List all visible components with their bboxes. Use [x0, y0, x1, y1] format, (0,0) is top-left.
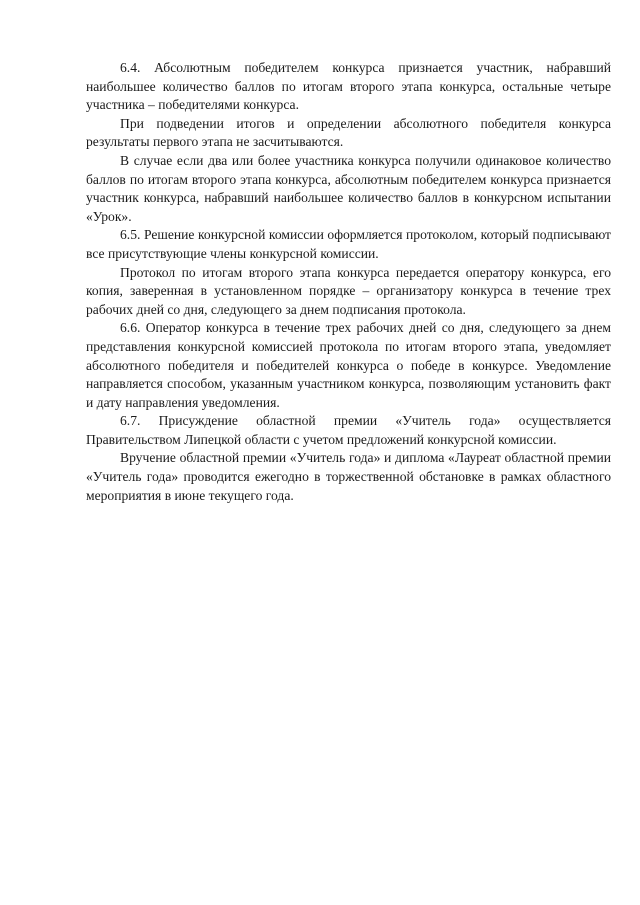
paragraph-tie-rule: В случае если два или более участника конкурса получили одинаковое количество баллов по итогам второго этапа конкурса, абсолютным победителем конкурса признается участник конкурса, набравший наибольшее количество баллов в конкурсном испытании «Урок».	[86, 152, 611, 224]
paragraph-6-6: 6.6. Оператор конкурса в течение трех рабочих дней со дня, следующего за днем представления конкурсной комиссией протокола по итогам второго этапа, уведомляет абсолютного победителя и победителей конкурса о победе в конкурсе. Уведомление направляется способом, указанным участником конкурса, позволяющим установить факт и дату направления уведомления.	[86, 320, 611, 410]
paragraph-6-5: 6.5. Решение конкурсной комиссии оформляется протоколом, который подписывают все присутствующие члены конкурсной комиссии.	[86, 227, 611, 261]
paragraph-6-4: 6.4. Абсолютным победителем конкурса признается участник, набравший наибольшее количество баллов по итогам второго этапа конкурса, остальные четыре участника – победителями конкурса.	[86, 60, 611, 113]
paragraph-protocol-transfer: Протокол по итогам второго этапа конкурса передается оператору конкурса, его копия, заверенная в установленном порядке – организатору конкурса в течение трех рабочих дней со дня, следующего за днем подписания протокола.	[86, 264, 611, 317]
document-body	[86, 59, 611, 505]
paragraph-results-note: При подведении итогов и определении абсолютного победителя конкурса результаты первого этапа не засчитываются.	[86, 115, 611, 150]
paragraph-award-ceremony: Вручение областной премии «Учитель года» и диплома «Лауреат областной премии «Учитель года» проводится ежегодно в торжественной обстановке в рамках областного мероприятия в июне текущего года.	[86, 450, 611, 503]
paragraph-6-7: 6.7. Присуждение областной премии «Учитель года» осуществляется Правительством Липецкой области с учетом предложений конкурсной комиссии.	[86, 413, 611, 447]
